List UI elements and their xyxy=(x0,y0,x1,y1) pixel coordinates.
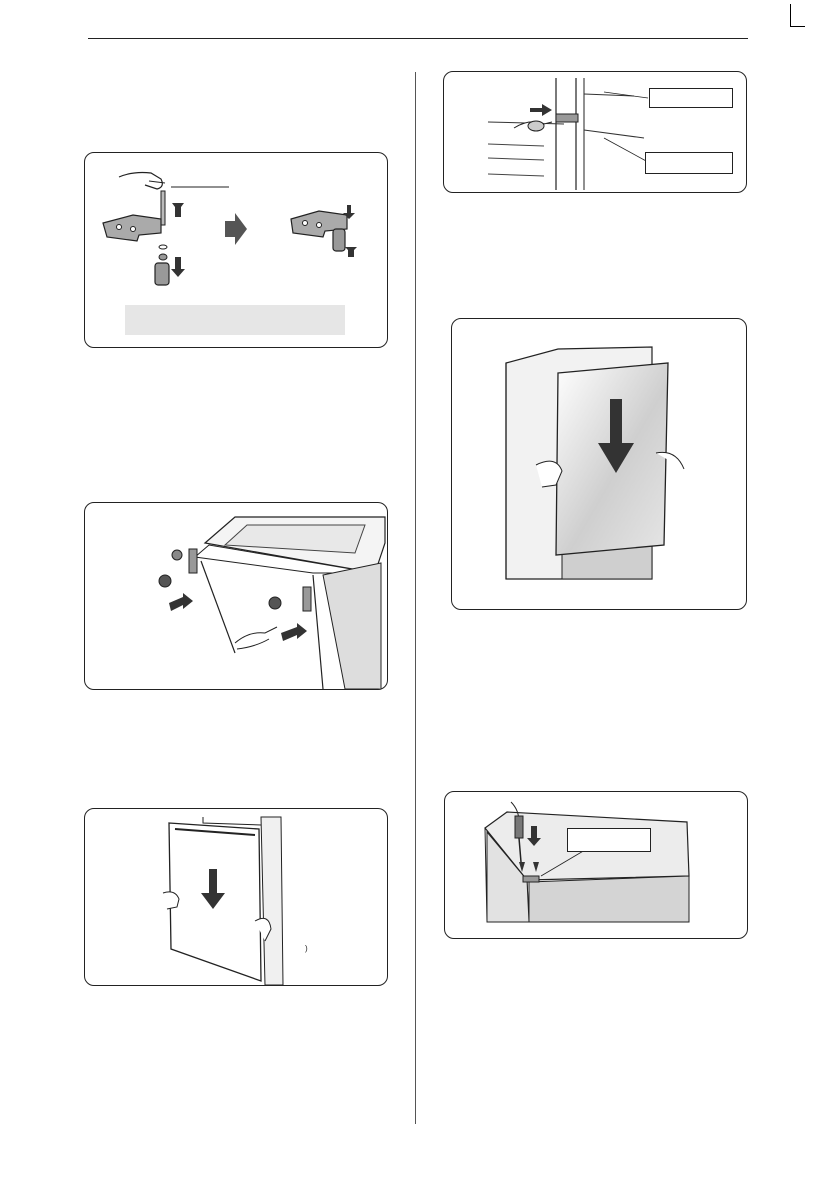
figure-top-hinge-screw xyxy=(444,791,748,939)
figure-cabinet-hinge-install xyxy=(84,502,388,690)
cabinet-hinge-illustration xyxy=(85,503,387,689)
callout-box-hinge xyxy=(567,828,651,852)
figure-hinge-pin-swap xyxy=(84,152,388,348)
svg-text:): ) xyxy=(305,944,308,953)
upper-door-illustration xyxy=(452,319,746,609)
header-rule xyxy=(88,38,748,39)
figure-side-hinge-detail xyxy=(443,71,747,193)
caption-band xyxy=(125,305,345,335)
figure-lower-door-fit xyxy=(84,808,388,986)
corner-crop-mark xyxy=(790,4,805,27)
lower-door-illustration xyxy=(85,809,387,985)
top-hinge-illustration xyxy=(445,792,747,938)
callout-box-lower xyxy=(645,152,733,174)
callout-box-upper xyxy=(649,88,733,108)
column-divider xyxy=(415,72,416,1124)
figure-upper-door-fit xyxy=(451,318,747,610)
